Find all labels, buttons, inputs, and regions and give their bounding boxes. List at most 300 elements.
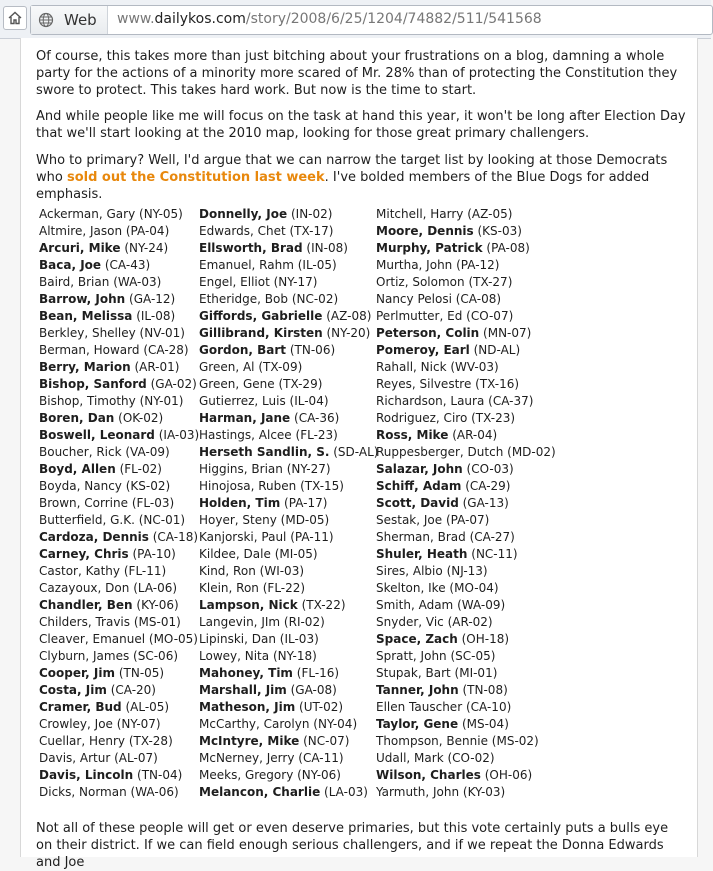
member-name: Boren, Dan — [39, 411, 115, 425]
member-district: (CA-27) — [469, 530, 515, 544]
member-district: (TX-29) — [278, 377, 323, 391]
member-name: Tanner, John — [376, 683, 459, 697]
member-district: (IL-03) — [279, 632, 319, 646]
member-row — [199, 444, 378, 461]
member-row — [39, 393, 199, 410]
member-name: Shuler, Heath — [376, 547, 468, 561]
member-row — [39, 563, 199, 580]
member-name: Moore, Dennis — [376, 224, 474, 238]
member-row — [376, 597, 556, 614]
member-name: Donnelly, Joe — [199, 207, 288, 221]
member-district: (NC-01) — [138, 513, 186, 527]
url-domain: dailykos.com — [154, 11, 246, 27]
member-row — [39, 512, 199, 529]
member-name: Ruppesberger, Dutch — [376, 445, 504, 459]
member-district: (MD-05) — [280, 513, 330, 527]
member-name: Murphy, Patrick — [376, 241, 483, 255]
member-row — [199, 614, 378, 631]
member-row — [376, 512, 556, 529]
member-name: Davis, Lincoln — [39, 768, 134, 782]
member-row — [199, 665, 378, 682]
member-district: (FL-11) — [123, 564, 167, 578]
member-district: (MN-07) — [483, 326, 532, 340]
member-district: (KY-03) — [462, 785, 506, 799]
member-row — [199, 563, 378, 580]
member-district: (OK-02) — [118, 411, 164, 425]
member-district: (CA-20) — [110, 683, 156, 697]
member-district: (TN-06) — [289, 343, 336, 357]
member-district: (MS-02) — [491, 734, 539, 748]
member-district: (KS-03) — [477, 224, 522, 238]
member-name: Kildee, Dale — [199, 547, 271, 561]
member-district: (GA-13) — [462, 496, 509, 510]
member-name: Barrow, John — [39, 292, 126, 306]
member-row — [376, 682, 556, 699]
member-district: (PA-07) — [445, 513, 490, 527]
member-name: Mitchell, Harry — [376, 207, 464, 221]
member-row — [199, 597, 378, 614]
paragraph-3 — [36, 152, 686, 203]
home-button[interactable] — [3, 6, 27, 30]
member-name: Spratt, John — [376, 649, 447, 663]
member-name: Holden, Tim — [199, 496, 281, 510]
member-row — [199, 410, 378, 427]
member-district: (TX-15) — [300, 479, 344, 493]
url-text[interactable] — [117, 11, 542, 27]
member-district: (NY-20) — [326, 326, 371, 340]
member-name: McCarthy, Carolyn — [199, 717, 310, 731]
member-district: (UT-02) — [299, 700, 344, 714]
member-district: (TN-08) — [462, 683, 508, 697]
member-name: Baird, Brian — [39, 275, 110, 289]
member-name: Lowey, Nita — [199, 649, 270, 663]
member-district: (IL-05) — [297, 258, 337, 272]
member-district: (AZ-08) — [326, 309, 372, 323]
member-district: (CA-08) — [455, 292, 502, 306]
member-row — [39, 682, 199, 699]
member-row — [39, 291, 199, 308]
member-row — [39, 206, 199, 223]
member-name: Sherman, Brad — [376, 530, 466, 544]
member-name: Ackerman, Gary — [39, 207, 136, 221]
member-row — [199, 495, 378, 512]
url-path: /story/2008/6/25/1204/74882/511/541568 — [245, 11, 542, 27]
member-district: (CO-02) — [447, 751, 495, 765]
member-name: Altmire, Jason — [39, 224, 123, 238]
member-district: (AR-02) — [447, 615, 493, 629]
member-row — [376, 223, 556, 240]
member-district: (NY-07) — [116, 717, 161, 731]
member-name: Skelton, Ike — [376, 581, 446, 595]
member-district: (FL-02) — [119, 462, 162, 476]
member-district: (MO-05) — [148, 632, 198, 646]
member-name: Dicks, Norman — [39, 785, 127, 799]
member-name: Higgins, Brian — [199, 462, 283, 476]
member-name: Snyder, Vic — [376, 615, 444, 629]
member-name: Harman, Jane — [199, 411, 291, 425]
member-district: (CA-28) — [143, 343, 189, 357]
member-district: (NC-11) — [471, 547, 518, 561]
member-district: (NY-24) — [124, 241, 169, 255]
member-name: Bishop, Timothy — [39, 394, 136, 408]
member-district: (SC-06) — [133, 649, 179, 663]
member-row — [39, 308, 199, 325]
member-name: Berkley, Shelley — [39, 326, 136, 340]
member-name: Brown, Corrine — [39, 496, 128, 510]
member-district: (RI-02) — [283, 615, 325, 629]
member-district: (WA-09) — [457, 598, 506, 612]
paragraph-4: Not all of these people will get or even deserve primaries, but this vote certainly puts a bulls eye on their district. If we can field enough serious challengers, and if we repeat the Donna Edwards and Joe — [36, 821, 669, 870]
member-row — [199, 427, 378, 444]
member-row — [199, 206, 378, 223]
member-row — [376, 393, 556, 410]
site-info-chip[interactable] — [31, 6, 108, 34]
member-row — [199, 478, 378, 495]
member-row — [39, 478, 199, 495]
member-district: (TX-16) — [475, 377, 520, 391]
member-row — [39, 427, 199, 444]
member-district: (MS-04) — [461, 717, 509, 731]
member-row — [39, 495, 199, 512]
member-district: (CA-37) — [488, 394, 534, 408]
member-row — [39, 342, 199, 359]
member-row — [376, 291, 556, 308]
member-name: Giffords, Gabrielle — [199, 309, 323, 323]
member-name: Mahoney, Tim — [199, 666, 293, 680]
member-row — [39, 240, 199, 257]
member-row — [199, 750, 378, 767]
member-district: (NJ-13) — [446, 564, 488, 578]
member-row — [376, 648, 556, 665]
member-district: (FL-22) — [262, 581, 306, 595]
member-name: Sestak, Joe — [376, 513, 443, 527]
member-row — [376, 478, 556, 495]
member-name: Matheson, Jim — [199, 700, 296, 714]
member-district: (PA-17) — [284, 496, 328, 510]
member-district: (TX-22) — [301, 598, 346, 612]
member-district: (SC-05) — [450, 649, 496, 663]
member-name: Butterfield, G.K. — [39, 513, 135, 527]
member-name: Berry, Marion — [39, 360, 131, 374]
member-row — [39, 631, 199, 648]
member-row — [39, 716, 199, 733]
member-name: Hinojosa, Ruben — [199, 479, 297, 493]
member-name: Boswell, Leonard — [39, 428, 155, 442]
member-district: (GA-02) — [150, 377, 197, 391]
member-name: Costa, Jim — [39, 683, 107, 697]
member-row — [39, 733, 199, 750]
member-row — [376, 444, 556, 461]
member-name: Clyburn, James — [39, 649, 130, 663]
member-row — [199, 393, 378, 410]
member-name: Boyda, Nancy — [39, 479, 122, 493]
member-name: Rodriguez, Ciro — [376, 411, 468, 425]
member-district: (IN-08) — [306, 241, 348, 255]
member-row — [376, 529, 556, 546]
member-district: (AR-01) — [134, 360, 180, 374]
member-name: Arcuri, Mike — [39, 241, 121, 255]
paragraph-3-outro: . I've bolded members of the Blue Dogs for added emphasis. — [36, 170, 650, 202]
member-name: Cramer, Bud — [39, 700, 122, 714]
member-row — [376, 240, 556, 257]
member-name: Kanjorski, Paul — [199, 530, 287, 544]
member-district: (PA-11) — [290, 530, 334, 544]
member-name: Space, Zach — [376, 632, 458, 646]
member-name: Crowley, Joe — [39, 717, 113, 731]
member-district: (LA-03) — [324, 785, 368, 799]
member-name: Childers, Travis — [39, 615, 131, 629]
member-name: Ellen Tauscher — [376, 700, 463, 714]
member-name: Engel, Elliot — [199, 275, 270, 289]
member-district: (IA-03) — [158, 428, 200, 442]
member-row — [199, 784, 378, 801]
member-row — [39, 767, 199, 784]
member-row — [199, 648, 378, 665]
member-district: (NY-01) — [139, 394, 184, 408]
member-row — [199, 291, 378, 308]
paragraph-3-intro: Who to primary? Well, I'd argue that we can narrow the target list by looking at those Democrats who — [36, 153, 668, 185]
member-row — [39, 614, 199, 631]
member-name: Berman, Howard — [39, 343, 140, 357]
member-row — [199, 359, 378, 376]
member-row — [39, 665, 199, 682]
member-district: (TX-28) — [128, 734, 173, 748]
member-district: (TX-23) — [471, 411, 516, 425]
member-district: (WV-03) — [450, 360, 499, 374]
member-row — [376, 342, 556, 359]
member-district: (NC-07) — [303, 734, 350, 748]
member-row — [376, 257, 556, 274]
member-name: Cazayoux, Don — [39, 581, 130, 595]
url-field[interactable] — [30, 5, 713, 35]
member-name: Castor, Kathy — [39, 564, 121, 578]
member-name: Ross, Mike — [376, 428, 449, 442]
member-row — [376, 206, 556, 223]
member-row — [39, 410, 199, 427]
home-icon — [8, 11, 22, 25]
member-district: (CA-29) — [465, 479, 511, 493]
member-name: Taylor, Gene — [376, 717, 459, 731]
member-row — [199, 461, 378, 478]
member-district: (AL-05) — [125, 700, 170, 714]
member-district: (NY-18) — [272, 649, 317, 663]
member-row — [39, 580, 199, 597]
member-district: (CA-36) — [294, 411, 340, 425]
member-name: Thompson, Bennie — [376, 734, 488, 748]
member-district: (OH-06) — [484, 768, 533, 782]
member-name: Cuellar, Henry — [39, 734, 125, 748]
member-row — [199, 376, 378, 393]
member-row — [199, 325, 378, 342]
member-district: (CA-43) — [104, 258, 151, 272]
member-district: (TN-04) — [137, 768, 183, 782]
member-name: Meeks, Gregory — [199, 768, 294, 782]
member-district: (PA-10) — [132, 547, 176, 561]
member-name: Stupak, Bart — [376, 666, 451, 680]
member-name: Ellsworth, Brad — [199, 241, 303, 255]
member-district: (IN-02) — [290, 207, 333, 221]
member-name: Emanuel, Rahm — [199, 258, 294, 272]
member-district: (MD-02) — [507, 445, 556, 459]
member-district: (NV-01) — [139, 326, 185, 340]
member-row — [39, 750, 199, 767]
member-name: Kind, Ron — [199, 564, 256, 578]
member-row — [376, 699, 556, 716]
member-district: (AL-07) — [114, 751, 158, 765]
member-name: Davis, Artur — [39, 751, 111, 765]
address-bar — [0, 0, 711, 39]
member-row — [199, 546, 378, 563]
member-row — [199, 274, 378, 291]
member-row — [199, 512, 378, 529]
member-name: Edwards, Chet — [199, 224, 286, 238]
member-district: (GA-08) — [290, 683, 337, 697]
member-name: Klein, Ron — [199, 581, 259, 595]
member-name: Richardson, Laura — [376, 394, 485, 408]
member-row — [376, 274, 556, 291]
member-row — [199, 682, 378, 699]
member-district: (NY-06) — [297, 768, 341, 782]
member-name: Udall, Mark — [376, 751, 444, 765]
site-info-label: Web — [64, 11, 97, 29]
member-row — [39, 597, 199, 614]
member-district: (LA-06) — [133, 581, 178, 595]
member-district: (NY-04) — [313, 717, 358, 731]
member-district: (TX-27) — [468, 275, 513, 289]
paragraph-2: And while people like me will focus on the task at hand this year, it won't be long after Election Day that we'll start looking at the 2010 map, looking for those great primary challengers. — [36, 109, 686, 141]
member-row — [199, 223, 378, 240]
member-row — [199, 529, 378, 546]
member-district: (IL-08) — [136, 309, 176, 323]
member-district: (MO-04) — [449, 581, 499, 595]
member-district: (NY-05) — [139, 207, 183, 221]
member-row — [39, 444, 199, 461]
member-row — [199, 580, 378, 597]
member-name: Yarmuth, John — [376, 785, 460, 799]
member-district: (GA-12) — [129, 292, 176, 306]
member-row — [199, 631, 378, 648]
constitution-vote-link[interactable]: sold out the Constitution last week — [66, 170, 325, 185]
member-name: Peterson, Colin — [376, 326, 480, 340]
member-row — [376, 665, 556, 682]
member-name: Scott, David — [376, 496, 459, 510]
member-name: Lipinski, Dan — [199, 632, 276, 646]
member-name: Salazar, John — [376, 462, 463, 476]
member-district: (VA-09) — [125, 445, 170, 459]
url-prefix: www. — [117, 11, 155, 27]
member-row — [199, 699, 378, 716]
member-district: (CA-11) — [298, 751, 344, 765]
member-name: McIntyre, Mike — [199, 734, 300, 748]
member-district: (ND-AL) — [473, 343, 521, 357]
member-district: (OH-18) — [461, 632, 510, 646]
member-district: (WI-03) — [259, 564, 305, 578]
member-row — [376, 580, 556, 597]
member-row — [199, 257, 378, 274]
member-district: (CA-18) — [152, 530, 199, 544]
member-row — [376, 410, 556, 427]
member-district: (IL-04) — [289, 394, 329, 408]
member-row — [376, 784, 556, 801]
member-district: (PA-12) — [456, 258, 500, 272]
member-name: Hoyer, Steny — [199, 513, 277, 527]
member-name: Hastings, Alcee — [199, 428, 292, 442]
member-district: (NY-27) — [286, 462, 331, 476]
member-row — [376, 614, 556, 631]
member-row — [39, 257, 199, 274]
member-row — [199, 342, 378, 359]
member-name: Wilson, Charles — [376, 768, 481, 782]
member-row — [39, 325, 199, 342]
member-name: Melancon, Charlie — [199, 785, 321, 799]
member-name: Gutierrez, Luis — [199, 394, 286, 408]
member-district: (MI-01) — [454, 666, 498, 680]
member-district: (MS-01) — [133, 615, 181, 629]
member-district: (WA-03) — [113, 275, 162, 289]
member-row — [39, 376, 199, 393]
member-district: (KY-06) — [136, 598, 179, 612]
member-name: Cleaver, Emanuel — [39, 632, 146, 646]
member-name: Smith, Adam — [376, 598, 454, 612]
member-row — [199, 767, 378, 784]
member-district: (PA-08) — [486, 241, 530, 255]
member-name: Nancy Pelosi — [376, 292, 452, 306]
member-name: Herseth Sandlin, S. — [199, 445, 330, 459]
member-name: Gordon, Bart — [199, 343, 287, 357]
member-district: (FL-03) — [131, 496, 175, 510]
member-row — [376, 376, 556, 393]
member-column-2 — [199, 206, 378, 801]
member-name: Schiff, Adam — [376, 479, 462, 493]
member-row — [376, 359, 556, 376]
member-name: Ortiz, Solomon — [376, 275, 465, 289]
member-row — [199, 733, 378, 750]
member-name: Green, Al — [199, 360, 255, 374]
member-name: Bishop, Sanford — [39, 377, 147, 391]
member-row — [199, 308, 378, 325]
member-district: (KS-02) — [125, 479, 171, 493]
member-name: Baca, Joe — [39, 258, 102, 272]
member-name: Perlmutter, Ed — [376, 309, 463, 323]
member-name: Etheridge, Bob — [199, 292, 288, 306]
member-district: (NY-17) — [273, 275, 318, 289]
member-row — [376, 325, 556, 342]
member-district: (WA-06) — [130, 785, 179, 799]
member-district: (TN-05) — [118, 666, 165, 680]
member-district: (FL-23) — [295, 428, 338, 442]
member-name: Reyes, Silvestre — [376, 377, 472, 391]
member-district: (AZ-05) — [467, 207, 513, 221]
member-name: Bean, Melissa — [39, 309, 133, 323]
member-row — [376, 631, 556, 648]
member-row — [39, 546, 199, 563]
member-row — [39, 359, 199, 376]
paragraph-1: Of course, this takes more than just bitching about your frustrations on a blog, damning a whole party for the actions of a minority more scared of Mr. 28% than of protecting the Constitution they swore to protect. This takes hard work. But now is the time to start. — [36, 49, 678, 98]
member-row — [376, 546, 556, 563]
member-name: Rahall, Nick — [376, 360, 447, 374]
member-row — [376, 495, 556, 512]
globe-icon — [38, 12, 54, 28]
member-district: (NC-02) — [291, 292, 339, 306]
member-name: Boyd, Allen — [39, 462, 116, 476]
member-district: (CO-07) — [466, 309, 514, 323]
member-row — [376, 716, 556, 733]
member-row — [376, 461, 556, 478]
member-row — [39, 274, 199, 291]
member-row — [39, 648, 199, 665]
member-name: Green, Gene — [199, 377, 275, 391]
member-district: (PA-04) — [125, 224, 170, 238]
